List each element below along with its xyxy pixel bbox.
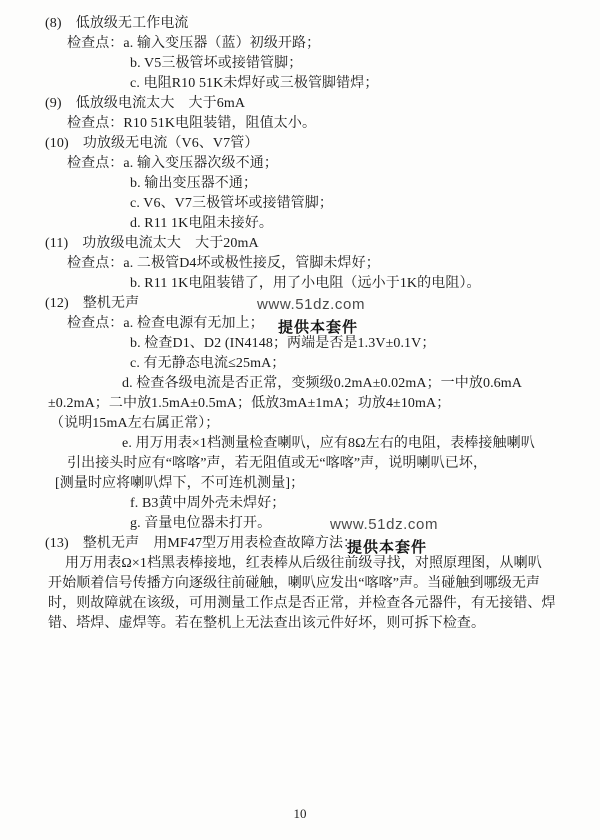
doc-line: d. 检查各级电流是否正常，变频级0.2mA±0.02mA；一中放0.6mA	[122, 376, 522, 391]
doc-line: 检查点：a. 输入变压器次级不通；	[67, 156, 278, 171]
doc-line: (9) 低放级电流太大 大于6mA	[45, 96, 246, 111]
doc-line: （说明15mA左右属正常）；	[50, 416, 220, 431]
doc-line: e. 用万用表×1档测量检查喇叭，应有8Ω左右的电阻，表棒接触喇叭	[122, 436, 535, 451]
doc-line: c. 有无静态电流≤25mA；	[130, 356, 286, 371]
doc-line: ±0.2mA；二中放1.5mA±0.5mA；低放3mA±1mA；功放4±10mA；	[48, 396, 451, 411]
doc-line: (13) 整机无声 用MF47型万用表检查故障方法：	[45, 536, 358, 551]
doc-line: d. R11 1K电阻未接好。	[130, 216, 273, 231]
doc-line: b. R11 1K电阻装错了，用了小电阻（远小于1K的电阻）。	[130, 276, 481, 291]
doc-line: g. 音量电位器未打开。	[130, 516, 272, 531]
doc-line: b. 检查D1、D2 (IN4148；两端是否是1.3V±0.1V；	[130, 336, 436, 351]
doc-line: 时，则故障就在该级，可用测量工作点是否正常，并检查各元器件，有无接错、焊	[48, 596, 556, 611]
doc-line: 检查点：a. 检查电源有无加上；	[67, 316, 264, 331]
watermark-tagline: 提供本套件	[278, 319, 359, 336]
doc-line: (11) 功放级电流太大 大于20mA	[45, 236, 259, 251]
doc-line: c. V6、V7三极管坏或接错管脚；	[130, 196, 333, 211]
doc-line: 检查点：a. 二极管D4坏或极性接反，管脚未焊好；	[67, 256, 380, 271]
doc-line: 检查点：R10 51K电阻装错，阻值太小。	[67, 116, 317, 131]
watermark-url: www.51dz.com	[257, 296, 366, 313]
doc-line: (8) 低放级无工作电流	[45, 16, 189, 31]
doc-line: 开始顺着信号传播方向逐级往前碰触，喇叭应发出“喀喀”声。当碰触到哪级无声	[48, 576, 541, 591]
doc-line: c. 电阻R10 51K未焊好或三极管脚错焊；	[130, 76, 379, 91]
doc-line: (10) 功放级无电流（V6、V7管）	[45, 136, 259, 151]
doc-line: 错、塔焊、虚焊等。若在整机上无法查出该元件好坏，则可拆下检查。	[48, 616, 486, 631]
watermark-tagline: 提供本套件	[347, 539, 428, 556]
doc-line: b. 输出变压器不通；	[130, 176, 258, 191]
doc-line: [测量时应将喇叭焊下，不可连机测量]；	[55, 476, 305, 491]
doc-line: b. V5三极管坏或接错管脚；	[130, 56, 303, 71]
doc-line: 检查点：a. 输入变压器（蓝）初级开路；	[67, 36, 321, 51]
doc-line: 引出接头时应有“喀喀”声，若无阻值或无“喀喀”声，说明喇叭已坏，	[67, 456, 488, 471]
doc-line: 用万用表Ω×1档黑表棒接地，红表棒从后级往前级寻找，对照原理图，从喇叭	[65, 556, 542, 571]
watermark-url: www.51dz.com	[330, 516, 439, 533]
doc-line: (12) 整机无声	[45, 296, 140, 311]
page-number: 10	[293, 806, 307, 821]
doc-line: f. B3黄中周外壳未焊好；	[130, 496, 286, 511]
